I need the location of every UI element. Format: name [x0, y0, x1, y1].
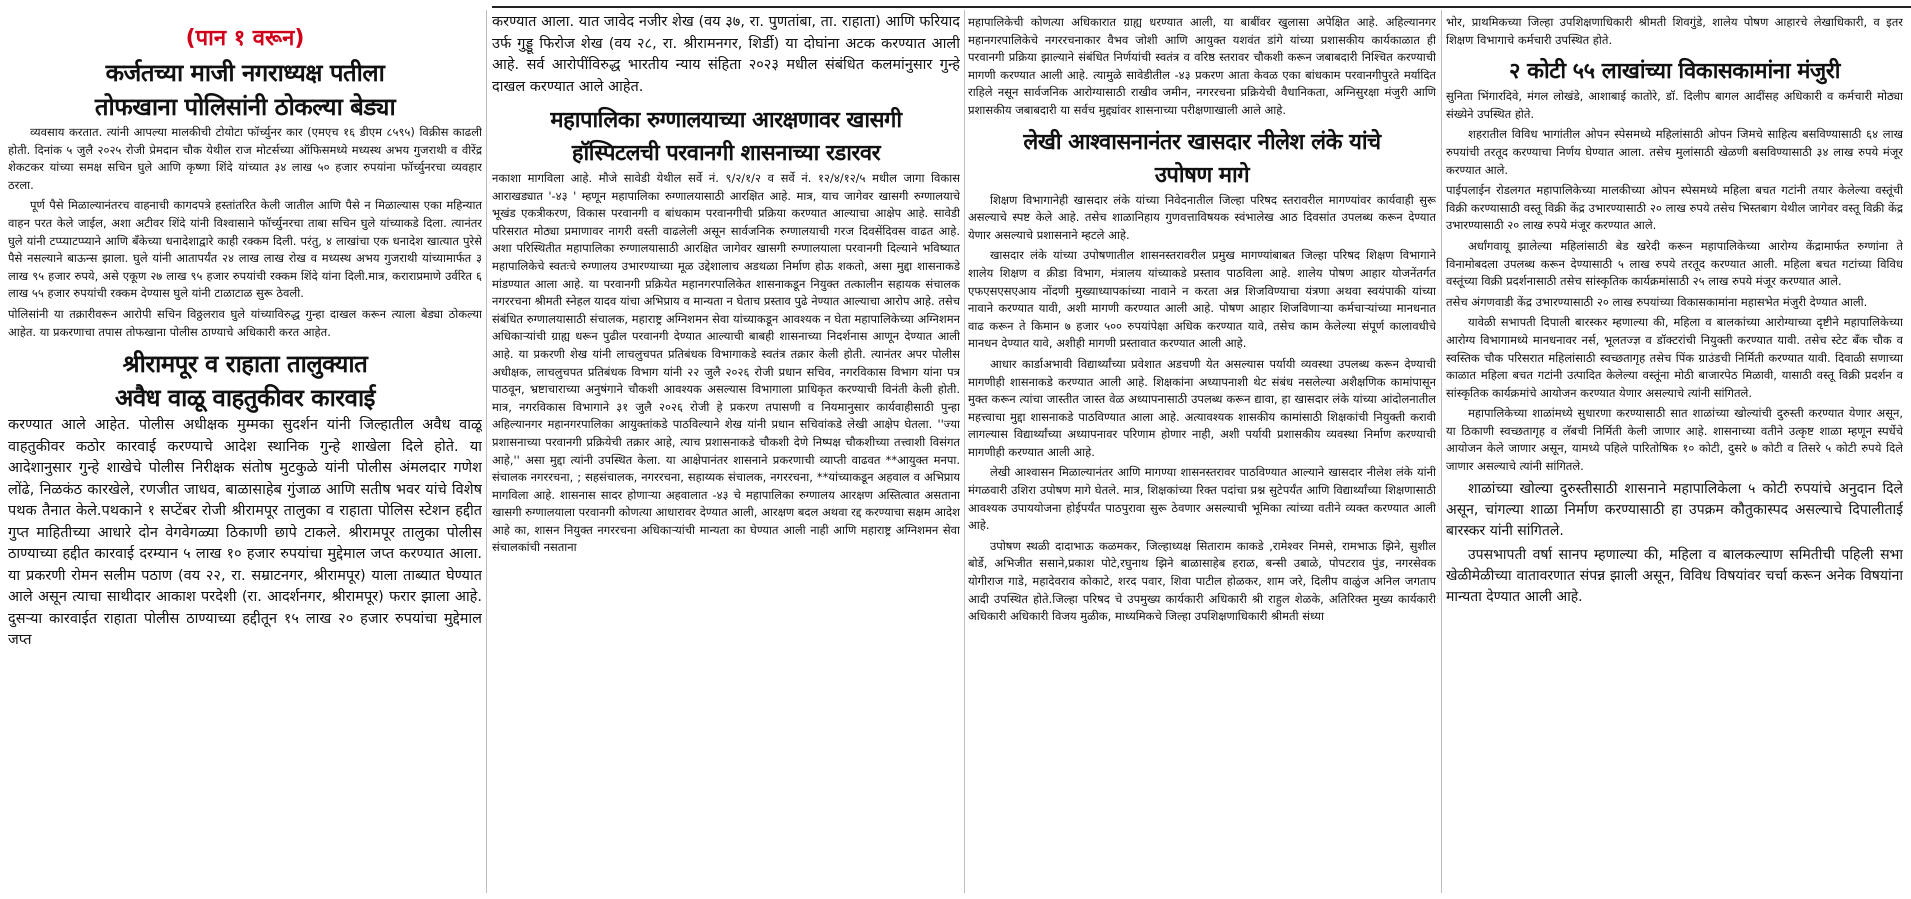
article-paragraph: यावेळी सभापती दिपाली बारस्कर म्हणाल्या की, महिला व बालकांच्या आरोग्याच्या दृष्टीने महापालिकेच्या आरोग्य विभागामध्ये मानधनावर नर्स, भूलतज्ज्ञ व डॉक्टरांची नियुक्ती करण्यात यावी. तसेच स्टेट बँक चौक व स्वस्तिक चौक परिसरात महिलांसाठी स्वच्छतागृह तसेच पिंक ग्राउंडची निर्मिती करण्यात यावी. दिवाळी सणाच्या काळात महिला बचत गटांनी उत्पादित केलेल्या वस्तूंना मोठी बाजारपेठ मिळावी, यासाठी वस्तू विक्री प्रदर्शन व सांस्कृतिक कार्यक्रमांचे आयोजन करण्यात येणार असल्याचे त्यांनी सांगितले. — [1446, 315, 1903, 400]
column-2 — [492, 0, 960, 899]
headline-shrirampur — [8, 347, 482, 415]
article-paragraph: अर्धांगवायू झालेल्या महिलांसाठी बेड खरेदी करून महापालिकेच्या आरोग्य केंद्रामार्फत रुग्णांना ते विनामोबदला उपलब्ध करून देण्यासाठी ५ लाख रुपये तरतूद करण्यात आली. महिला बचत गटांच्या विविध वस्तूंच्या विक्री प्रदर्शनासाठी तसेच सांस्कृतिक कार्यक्रमांसाठी २५ लाख रुपये मंजूर करण्यात आले. — [1446, 238, 1903, 289]
column-divider — [1441, 10, 1442, 893]
article-paragraph: लेखी आश्वासन मिळाल्यानंतर आणि मागण्या शासनस्तरावर पाठविण्यात आल्याने खासदार नीलेश लंके यांनी मंगळवारी उशिरा उपोषण मागे घेतले. मात्र, शिक्षकांच्या रिक्त पदांचा प्रश्न सुटेपर्यंत आणि विद्यार्थ्यांच्या शिक्षणासाठी आवश्यक उपाययोजना होईपर्यंत पाठपुरावा सुरू ठेवणार असल्याची भूमिका त्यांच्या वतीने व्यक्त करण्यात आली आहे. — [968, 465, 1436, 533]
article-paragraph: आधार कार्डाअभावी विद्यार्थ्यांच्या प्रवेशात अडचणी येत असल्यास पर्यायी व्यवस्था उपलब्ध करून देण्याची मागणीही शासनाकडे करण्यात आली आहे. शिक्षकांना अध्यापनाशी थेट संबंध नसलेल्या अशैक्षणिक कामांपासून मुक्त करून त्यांचा जास्तीत जास्त वेळ अध्यापनासाठी उपलब्ध करून द्यावा, हा खासदार लंके यांच्या आंदोलनातील महत्त्वाचा मुद्दा शासनाकडे पाठविण्यात आला आहे. अत्यावश्यक शासकीय कामांसाठी शिक्षकांची नियुक्ती करावी लागल्यास विद्यार्थ्यांच्या अध्यापनावर परिणाम होणार नाही, अशी पर्यायी प्रशासकीय व्यवस्था निर्माण करण्याची मागणीही करण्यात आली आहे. — [968, 356, 1436, 459]
continued-label: (पान १ वरून) — [185, 26, 305, 51]
column-4 — [1446, 0, 1903, 899]
article-paragraph: व्यवसाय करतात. त्यांनी आपल्या मालकीची टोयोटा फॉर्च्युनर कार (एमएच १६ डीएम ८५९५) विक्रीस काढली होती. दिनांक ५ जुलै २०२५ रोजी प्रेमदान चौक येथील राज मोटर्सच्या ऑफिसमध्ये मध्यस्थ अभय गुजराथी व वीरेंद्र शेकटकर यांच्या समक्ष सचिन घुले आणि कृष्णा शिंदे यांच्यात ३४ लाख ५० हजार रुपयांना फॉर्च्युनरचा व्यवहार ठरला. — [8, 125, 482, 192]
article-paragraph: शहरातील विविध भागांतील ओपन स्पेसमध्ये महिलांसाठी ओपन जिमचे साहित्य बसविण्यासाठी ६४ लाख रुपयांची तरतूद करण्याचा निर्णय घेण्यात आला. तसेच मुलांसाठी खेळणी बसविण्यासाठी ३४ लाख रुपये मंजूर करण्यात आले. — [1446, 127, 1903, 177]
article-paragraph: पोलिसांनी या तक्रारीवरून आरोपी सचिन विठ्ठलराव घुले यांच्याविरुद्ध गुन्हा दाखल करून त्याला बेड्या ठोकल्या आहेत. या प्रकरणाचा तपास तोफखाना पोलीस ठाण्याचे अधिकारी करत आहेत. — [8, 306, 482, 339]
article-paragraph: भोर, प्राथमिकच्या जिल्हा उपशिक्षणाधिकारी श्रीमती शिवगुंडे, शालेय पोषण आहारचे लेखाधिकारी, व इतर शिक्षण विभागाचे कर्मचारी उपस्थित होते. — [1446, 15, 1903, 47]
headline-line: लेखी आश्वासनानंतर खासदार नीलेश लंके यांचे — [1023, 129, 1381, 155]
headline-line: अवैध वाळू वाहतुकीवर कारवाई — [115, 384, 375, 413]
article-paragraph: पाईपलाईन रोडलगत महापालिकेच्या मालकीच्या ओपन स्पेसमध्ये महिला बचत गटांनी तयार केलेल्या वस्तूंची विक्री करण्यासाठी वस्तू विक्री केंद्र उभारण्यासाठी २० लाख रुपये तसेच भिस्तबाग येथील जागेवर वस्तू विक्री केंद्र उभारण्यासाठी २० लाख रुपये मंजूर करण्यात आले. — [1446, 183, 1903, 233]
article-paragraph: नकाशा मागविला आहे. मौजे सावेडी येथील सर्वे नं. ९/२/१/२ व सर्वे नं. १२/४/१२/५ मधील जागा विकास आराखड्यात '-४३ ' म्हणून महापालिका रुग्णालयासाठी आरक्षित आहे. मात्र, याच जागेवर खासगी रुग्णालयाचे भूखंड एकत्रीकरण, विकास परवानगी व बांधकाम परवानगीची प्रक्रिया करण्यात आल्याचा आक्षेप आहे. सावेडी परिसरात मोठ्या प्रमाणावर नागरी वस्ती वाढलेली असून सार्वजनिक रुग्णालयाची गरज दिवसेंदिवस वाढत आहे. अशा परिस्थितीत महापालिका रुग्णालयासाठी आरक्षित जागेवर खासगी रुग्णालयाला परवानगी दिल्याने भविष्यात महापालिकेचे स्वतःचे रुग्णालय उभारण्याच्या मूळ उद्देशालाच अडथळा निर्माण होऊ शकतो, असा मुद्दा शासनाकडे मांडण्यात आला आहे. या परवानगी प्रक्रियेत महानगरपालिकेत शासनाकडून नियुक्त तत्कालीन सहायक संचालक नगररचना श्रीमती स्नेहल यादव यांचा अभिप्राय व मान्यता न घेताच प्रस्ताव पुढे नेण्यात आल्याचा आरोप आहे. तसेच संबंधित रुग्णालयासाठी संचालक, महाराष्ट्र अग्निशमन सेवा यांच्याकडून आवश्यक न घेता महापालिकेच्या अग्निशमन अधिकाऱ्यांची ग्राह्य धरून पुढील परवानगी देण्यात आल्याची बाबही शासनाच्या निदर्शनास आणून देण्यात आली आहे. या प्रकरणी शेख यांनी लाचलुचपत प्रतिबंधक विभागाकडे स्वतंत्र तक्रार केली होती. त्यानंतर अपर पोलीस अधीक्षक, लाचलुचपत प्रतिबंधक विभाग यांनी २२ जुलै २०२६ रोजी प्रधान सचिव, नगरविकास विभाग यांना पत्र पाठवून, भ्रष्टाचाराच्या अनुषंगाने चौकशी आवश्यक असल्यास विभागाला प्राधिकृत करण्याची विनंती केली होती. मात्र, नगरविकास विभागाने ३१ जुलै २०२६ रोजी हे प्रकरण तपासणी व नियमानुसार कार्यवाहीसाठी पुन्हा अहिल्यानगर महानगरपालिका आयुक्तांकडे पाठविल्याने शेख यांनी प्रधान सचिवांकडे लेखी आक्षेप घेतला. ''ज्या प्रशासनाच्या परवानगी प्रक्रियेची तक्रार आहे, त्याच प्रशासनाकडे चौकशी देणे निष्पक्ष चौकशीच्या तत्त्वाशी विसंगत आहे,'' असा मुद्दा त्यांनी उपस्थित केला. या आक्षेपानंतर शासनाने प्रकरणाची व्याप्ती वाढवत **आयुक्त मनपा. संचालक नगररचना, ; सहसंचालक, नगररचना, सहाय्यक संचालक, नगररचना, **यांच्याकडून अहवाल व अभिप्राय मागविला आहे. शासनास सादर होणाऱ्या अहवालात -४३ चे महापालिका रुग्णालय आरक्षण अस्तित्वात असताना खासगी रुग्णालयाला परवानगी कोणत्या आधारावर देण्यात आली, आरक्षण बदल अथवा रद्द करण्याचा सक्षम आदेश आहे का, शासन नियुक्त नगररचना अधिकाऱ्यांची मान्यता का घेण्यात आली नाही आणि महाराष्ट्र अग्निशमन सेवा संचालकांची नसताना — [492, 171, 960, 555]
article-paragraph: महापालिकेची कोणत्या अधिकारात ग्राह्य धरण्यात आली, या बाबींवर खुलासा अपेक्षित आहे. अहिल्यानगर महानगरपालिकेचे नगररचनाकार वैभव जोशी आणि आयुक्त यशवंत डांगे यांच्या प्रशासकीय कार्यकाळात ही परवानगी प्रक्रिया झाल्याने संबंधित निर्णयांची स्वतंत्र व वरिष्ठ स्तरावर चौकशी करून जबाबदारी निश्चित करण्याची मागणी करण्यात आली आहे. त्यामुळे सावेडीतील -४३ प्रकरण आता केवळ एका बांधकाम परवानगीपुरते मर्यादित राहिले नसून सार्वजनिक आरोग्यासाठी राखीव जमीन, नगररचना प्रक्रियेची वैधानिकता, अग्निसुरक्षा मंजुरी आणि प्रशासकीय जबाबदारी या सर्वच मुद्द्यांवर शासनाच्या परीक्षणाखाली आले आहे. — [968, 15, 1436, 117]
headline-line: महापालिका रुग्णालयाच्या आरक्षणावर खासगी — [550, 108, 902, 133]
article-paragraph: पूर्ण पैसे मिळाल्यानंतरच वाहनाची कागदपत्रे हस्तांतरित केली जातील आणि पैसे न मिळाल्यास एका महिन्यात वाहन परत केले जाईल, अशा अटीवर शिंदे यांनी विश्वासाने फॉर्च्युनरचा ताबा सचिन घुले यांच्याकडे दिला. त्यानंतर घुले यांनी टप्प्याटप्प्याने आणि बँकेच्या धनादेशाद्वारे काही रक्कम दिली. परंतु, ४ लाखांचा एक धनादेश खात्यात पुरेसे पैसे नसल्याने बाऊन्स झाला. घुले यांनी आतापर्यंत २४ लाख लाख रोख व मध्यस्थ अभय गुजराथी यांच्यामार्फत ३ लाख ९५ हजार रुपये, असे एकूण २७ लाख ९५ हजार रुपयांची रक्कम शिंदे यांना दिली.मात्र, कराराप्रमाणे उर्वरित ६ लाख ५५ हजार रुपयांची रक्कम देण्यास घुले यांनी टाळाटाळ सुरू ठेवली. — [8, 198, 482, 301]
article-paragraph: शाळांच्या खोल्या दुरुस्तीसाठी शासनाने महापालिकेला ५ कोटी रुपयांचे अनुदान दिले असून, चांगल्या शाळा निर्माण करण्यासाठी हा उपक्रम कौतुकास्पद असल्याचे दिपालीताई बारस्कर यांनी सांगितले. — [1446, 480, 1903, 539]
article-paragraph: शिक्षण विभागानेही खासदार लंके यांच्या निवेदनातील जिल्हा परिषद स्तरावरील मागण्यांवर कार्यवाही सुरू असल्याचे स्पष्ट केले आहे. तसेच शाळानिहाय गुणवत्ताविषयक स्वंभालेख आठ दिवसांत उपलब्ध करून देण्यात येणार असल्याचे प्रशासनाने म्हटले आहे. — [968, 192, 1436, 242]
article-paragraph: उपोषण स्थळी दादाभाऊ कळमकर, जिल्हाध्यक्ष सिताराम काकडे ,रामेश्वर निमसे, रामभाऊ झिने, सुशील बोर्डे, अभिजीत ससाने,प्रकाश पोटे,रघुनाथ झिने बाळासाहेब हराळ, बन्सी उबाळे, पोपटराव पुंड, नगरसेवक योगीराज गाडे, महादेवराव कोकाटे, शरद पवार, शिवा पाटील होळकर, शाम जरे, दिलीप वाळुंज अनिल जगताप आदी उपस्थित होते.जिल्हा परिषद चे उपमुख्य कार्यकारी अधिकारी श्री राहुल शेळके, अतिरिक्त मुख्य कार्यकारी अधिकारी अधिकारी विजय मुळीक, माध्यमिकचे जिल्हा उपशिक्षणाधिकारी श्रीमती संध्या — [968, 538, 1436, 624]
article-paragraph: करण्यात आला. यात जावेद नजीर शेख (वय ३७, रा. पुणतांबा, ता. राहाता) आणि फरियाद उर्फ गुड्डू फिरोज शेख (वय २८, रा. श्रीरामनगर, शिर्डी) या दोघांना अटक करण्यात आली आहे. सर्व आरोपींविरुद्ध भारतीय न्याय संहिता २०२३ मधील संबंधित कलमांनुसार गुन्हे दाखल करण्यात आले आहेत. — [492, 14, 960, 95]
headline-karjat — [8, 56, 482, 124]
article-paragraph: सुनिता भिंगारदिवे, मंगल लोखंडे, आशाबाई कातोरे, डॉ. दिलीप बागल आदींसह अधिकारी व कर्मचारी मोठ्या संख्येने उपस्थित होते. — [1446, 89, 1903, 121]
column-divider — [964, 10, 965, 893]
column-divider — [486, 10, 487, 893]
headline-lanke — [968, 126, 1436, 192]
column-1 — [8, 0, 482, 899]
article-paragraph: महापालिकेच्या शाळांमध्ये सुधारणा करण्यासाठी सात शाळांच्या खोल्यांची दुरुस्ती करण्यात येणार असून, या ठिकाणी स्वच्छतागृह व लॅबची निर्मिती केली जाणार आहे. शासनाच्या वतीने उत्कृष्ट शाळा म्हणून स्पर्धेचे आयोजन केले जाणार असून, यामध्ये पहिले पारितोषिक १० कोटी, दुसरे ७ कोटी व तिसरे ५ कोटी रुपये दिले जाणार असल्याचे त्यांनी सांगितले. — [1446, 406, 1903, 474]
article-paragraph: तसेच अंगणवाडी केंद्र उभारण्यासाठी २० लाख रुपयांच्या विकासकामांना महासभेत मंजुरी देण्यात आली. — [1446, 294, 1868, 309]
article-paragraph: करण्यात आले आहेत. पोलीस अधीक्षक मुम्मका सुदर्शन यांनी जिल्हातील अवैध वाळू वाहतुकीवर कठोर कारवाई करण्याचे आदेश स्थानिक गुन्हे शाखेला दिले होते. या आदेशानुसार गुन्हे शाखेचे पोलीस निरीक्षक संतोष मुटकुळे यांनी पोलीस अंमलदार गणेश लोंढे, निळकंठ कारखेले, रणजीत जाधव, बाळासाहेब गुंजाळ आणि सतीष भवर यांचे विशेष पथक तैनात केले.पथकाने १ सप्टेंबर रोजी श्रीरामपूर तालुका व राहाता पोलिस स्टेशन हद्दीत गुप्त माहितीच्या आधारे दोन वेगवेगळ्या ठिकाणी छापे टाकले. श्रीरामपूर तालुका पोलीस ठाण्याच्या हद्दीत कारवाई दरम्यान ५ लाख १० हजार रुपयांचा मुद्देमाल जप्त करण्यात आला. या प्रकरणी रोमन सलीम पठाण (वय २२, रा. सम्राटनगर, श्रीरामपूर) याला ताब्यात घेण्यात आले असून त्याचा साथीदार आकाश परदेशी (रा. आदर्शनगर, श्रीरामपूर) फरार झाला आहे. दुसऱ्या कारवाईत राहाता पोलीस ठाण्याच्या हद्दीतून १५ लाख २० हजार रुपयांचा मुद्देमाल जप्त — [8, 417, 482, 649]
headline-line: तोफखाना पोलिसांनी ठोकल्या बेड्या — [94, 93, 396, 121]
column-3 — [968, 0, 1436, 899]
headline-line: हॉस्पिटलची परवानगी शासनाच्या रडारवर — [571, 141, 881, 166]
article-paragraph: उपसभापती वर्षा सानप म्हणाल्या की, महिला व बालकल्याण समितीची पहिली सभा खेळीमेळीच्या वातावरणात संपन्न झाली असून, विविध विषयांवर चर्चा करून अनेक विषयांना मान्यता देण्यात आली आहे. — [1446, 546, 1903, 605]
headline-line: २ कोटी ५५ लाखांच्या विकासकामांना मंजुरी — [1509, 59, 1840, 85]
headline-hospital — [492, 104, 960, 170]
article-paragraph: खासदार लंके यांच्या उपोषणातील शासनस्तरावरील प्रमुख मागण्यांबाबत जिल्हा परिषद शिक्षण विभागाने शालेय शिक्षण व क्रीडा विभाग, मंत्रालय यांच्याकडे प्रस्ताव पाठविला आहे. शालेय पोषण आहार योजनेंतर्गत एफएसएसएआय नोंदणी मुख्याध्यापकांच्या नावाने न करता अन्न शिजविण्याचा यंत्रणा अथवा स्वयंपाकी यांच्या नावाने करण्यात यावी, अशी मागणी करण्यात आली आहे. पोषण आहार शिजविणाऱ्या कर्मचाऱ्यांच्या मानधनात वाढ करून ते किमान ७ हजार ५०० रुपयांपेक्षा अधिक करण्यात यावे, तसेच काम केलेल्या संपूर्ण कालावधीचे मानधन देण्यात यावे, अशीही मागणी प्रस्तावात करण्यात आली आहे. — [968, 248, 1436, 351]
headline-development-works — [1446, 55, 1903, 88]
headline-line: उपोषण मागे — [1154, 162, 1250, 188]
headline-line: श्रीरामपूर व राहाता तालुक्यात — [122, 350, 368, 379]
headline-line: कर्जतच्या माजी नगराध्यक्ष पतीला — [105, 59, 385, 87]
